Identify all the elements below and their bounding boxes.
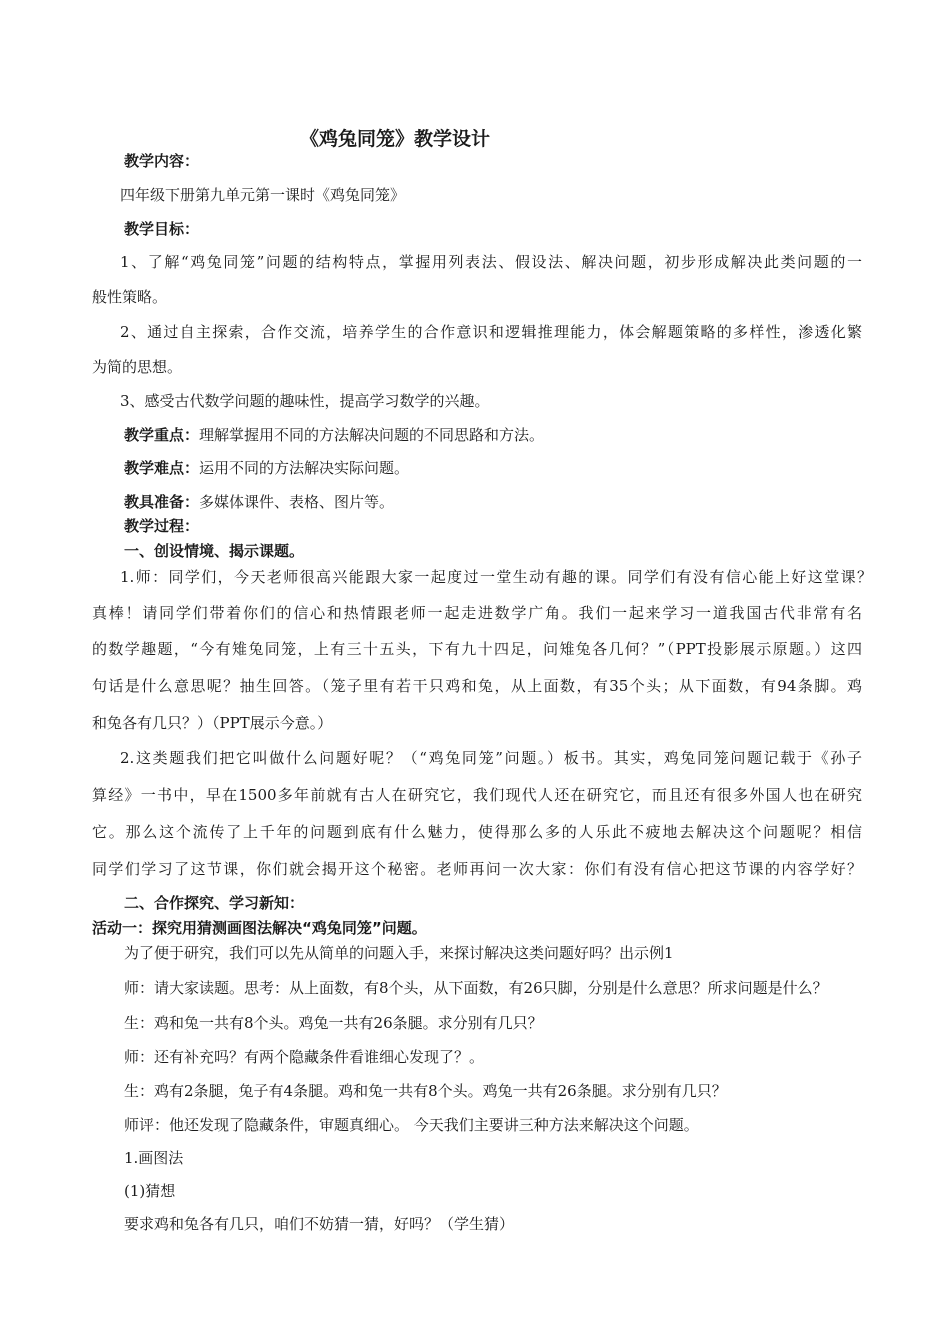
- activity-line-9: 要求鸡和兔各有几只，咱们不妨猜一猜，好吗？（学生猜）: [124, 1215, 515, 1233]
- key-point-label: 教学重点：: [124, 426, 200, 444]
- para-1-line-5: 和兔各有几只？）（PPT展示今意。）: [92, 714, 333, 732]
- para-1-line-1: 1.师：同学们，今天老师很高兴能跟大家一起度过一堂生动有趣的课。同学们有没有信心能上好这堂课？: [120, 568, 872, 586]
- para-1-line-4: 句话是什么意思呢？抽生回答。（笼子里有若干只鸡和兔，从上面数，有35个头；从下面数，有94条脚。鸡: [92, 677, 862, 695]
- para-1-line-3: 的数学趣题，“今有雉兔同笼，上有三十五头，下有九十四足，问雉兔各几何？”（PPT投影展示原题。）这四: [92, 640, 862, 658]
- section-1-heading: 一、创设情境、揭示课题。: [124, 542, 305, 560]
- goal-2-line-2: 为简的思想。: [92, 358, 183, 376]
- key-point-text: 理解掌握用不同的方法解决问题的不同思路和方法。: [199, 426, 545, 444]
- tools: [124, 492, 394, 512]
- difficulty: [124, 458, 409, 478]
- goal-1-line-2: 般性策略。: [92, 288, 168, 306]
- goals-heading: 教学目标：: [124, 220, 200, 238]
- tools-text: 多媒体课件、表格、图片等。: [199, 493, 395, 511]
- activity-line-1: 为了便于研究，我们可以先从简单的问题入手，来探讨解决这类问题好吗？出示例1: [124, 944, 674, 962]
- content-heading: 教学内容：: [124, 152, 200, 170]
- activity-line-4: 师：还有补充吗？有两个隐藏条件看谁细心发现了？。: [124, 1048, 485, 1066]
- para-2-line-3: 它。那么这个流传了上千年的问题到底有什么魅力，使得那么多的人乐此不疲地去解决这个问题呢？相信: [92, 823, 862, 841]
- para-2-line-1: 2.这类题我们把它叫做什么问题好呢？（“鸡兔同笼”问题。）板书。其实，鸡兔同笼问题记载于《孙子: [120, 749, 862, 767]
- goal-2-line-1: 2、通过自主探索，合作交流，培养学生的合作意识和逻辑推理能力，体会解题策略的多样性，渗透化繁: [120, 323, 862, 341]
- activity-line-2: 师：请大家读题。思考：从上面数，有8个头，从下面数，有26只脚，分别是什么意思？所求问题是什么？: [124, 979, 828, 997]
- activity-line-6: 师评：他还发现了隐藏条件，审题真细心。 今天我们主要讲三种方法来解决这个问题。: [124, 1116, 699, 1134]
- content-text: 四年级下册第九单元第一课时《鸡兔同笼》: [120, 186, 406, 204]
- activity-line-8: (1)猜想: [124, 1182, 176, 1200]
- activity-1-heading: 活动一：探究用猜测画图法解决“鸡兔同笼”问题。: [92, 919, 427, 937]
- activity-line-3: 生：鸡和兔一共有8个头。鸡兔一共有26条腿。求分别有几只？: [124, 1014, 543, 1032]
- goal-1-line-1: 1、了解“鸡兔同笼”问题的结构特点，掌握用列表法、假设法、解决问题，初步形成解决此类问题的一: [120, 253, 862, 271]
- key-point: [124, 425, 544, 445]
- section-2-heading: 二、合作探究、学习新知：: [124, 894, 305, 912]
- activity-line-5: 生：鸡有2条腿，兔子有4条腿。鸡和兔一共有8个头。鸡兔一共有26条腿。求分别有几只？: [124, 1082, 727, 1100]
- activity-line-7: 1.画图法: [124, 1149, 184, 1167]
- para-2-line-2: 算经》一书中，早在1500多年前就有古人在研究它，我们现代人还在研究它，而且还有很多外国人也在研究: [92, 786, 862, 804]
- process-heading: 教学过程：: [124, 517, 200, 535]
- para-2-line-4: 同学们学习了这节课，你们就会揭开这个秘密。老师再问一次大家：你们有没有信心把这节课的内容学好？: [92, 860, 862, 878]
- document-title: 《鸡兔同笼》教学设计: [300, 128, 491, 150]
- para-1-line-2: 真棒！请同学们带着你们的信心和热情跟老师一起走进数学广角。我们一起来学习一道我国古代非常有名: [92, 604, 862, 622]
- tools-label: 教具准备：: [124, 493, 200, 511]
- goal-3: 3、感受古代数学问题的趣味性，提高学习数学的兴趣。: [120, 392, 490, 410]
- difficulty-text: 运用不同的方法解决实际问题。: [199, 459, 410, 477]
- difficulty-label: 教学难点：: [124, 459, 200, 477]
